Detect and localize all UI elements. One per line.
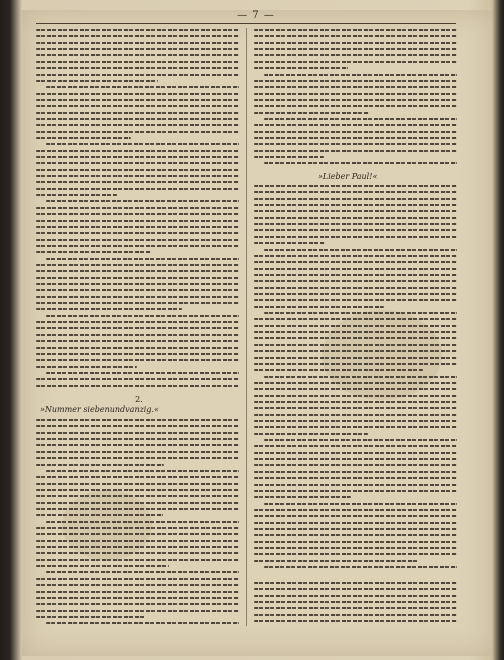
text-line <box>36 552 239 554</box>
text-line <box>254 185 457 187</box>
text-line <box>36 67 239 69</box>
text-line <box>264 74 457 76</box>
text-line <box>254 198 457 200</box>
text-line <box>254 131 457 133</box>
text-line <box>36 451 239 453</box>
text-line <box>254 414 457 416</box>
text-line <box>36 546 239 548</box>
right-column <box>254 27 457 627</box>
text-line <box>254 156 324 158</box>
text-line <box>254 344 457 346</box>
text-line <box>36 540 239 542</box>
text-line <box>254 614 457 616</box>
text-line <box>264 376 457 378</box>
text-line <box>254 268 457 270</box>
text-line <box>36 131 239 133</box>
text-line <box>36 584 239 586</box>
text-line <box>36 610 239 612</box>
text-line <box>36 476 239 478</box>
text-line <box>254 99 457 101</box>
text-line <box>254 477 457 479</box>
text-line <box>254 61 457 63</box>
text-line <box>36 289 239 291</box>
text-line <box>254 287 457 289</box>
text-line <box>36 495 239 497</box>
text-line <box>254 401 457 403</box>
text-line <box>36 213 239 215</box>
text-line <box>254 86 457 88</box>
text-line <box>254 204 457 206</box>
text-line <box>36 603 239 605</box>
text-line <box>36 181 239 183</box>
text-line <box>36 124 239 126</box>
text-line <box>254 29 457 31</box>
text-line <box>254 274 457 276</box>
text-line <box>36 220 239 222</box>
text-line <box>36 502 239 504</box>
text-line <box>36 334 239 336</box>
text-line <box>36 156 239 158</box>
text-line <box>36 327 239 329</box>
text-line <box>254 433 368 435</box>
text-line <box>36 527 239 529</box>
text-line <box>254 484 457 486</box>
text-line <box>254 93 457 95</box>
text-line <box>254 80 457 82</box>
text-line <box>36 169 239 171</box>
text-line <box>36 385 239 387</box>
text-line <box>254 395 457 397</box>
text-line <box>254 445 457 447</box>
header-rule <box>36 23 456 24</box>
text-line <box>264 503 457 505</box>
text-line <box>36 308 182 310</box>
text-line <box>36 378 239 380</box>
text-line <box>36 559 239 561</box>
text-line <box>254 191 457 193</box>
text-line <box>254 357 457 359</box>
text-line <box>36 277 239 279</box>
text-line <box>254 620 457 622</box>
text-line <box>254 112 369 114</box>
text-line <box>254 242 325 244</box>
text-line <box>254 420 457 422</box>
text-line <box>36 457 239 459</box>
text-line <box>254 464 457 466</box>
text-line <box>36 514 163 516</box>
text-line <box>36 432 239 434</box>
text-line <box>254 143 457 145</box>
text-line <box>46 372 239 374</box>
text-line <box>254 48 457 50</box>
text-line <box>36 464 164 466</box>
text-line <box>36 296 239 298</box>
text-line <box>36 578 239 580</box>
text-line <box>36 483 239 485</box>
text-line <box>254 588 457 590</box>
text-line <box>254 509 457 511</box>
text-line <box>36 239 239 241</box>
text-line <box>36 29 239 31</box>
text-line <box>36 137 131 139</box>
text-line <box>254 560 418 562</box>
text-line <box>36 353 239 355</box>
text-line <box>36 264 239 266</box>
text-line <box>254 35 457 37</box>
text-line <box>36 366 137 368</box>
text-line <box>254 124 457 126</box>
text-line <box>264 249 457 251</box>
text-line <box>254 522 457 524</box>
text-line <box>36 35 239 37</box>
text-line <box>36 419 239 421</box>
text-line <box>254 210 457 212</box>
text-line <box>46 143 239 145</box>
text-line <box>254 299 457 301</box>
text-line <box>36 597 239 599</box>
text-line <box>254 595 457 597</box>
text-line <box>254 534 457 536</box>
text-line <box>254 363 457 365</box>
text-line <box>46 571 239 573</box>
text-line <box>254 350 457 352</box>
text-line <box>36 194 117 196</box>
text-line <box>264 312 457 314</box>
text-line <box>36 321 239 323</box>
text-line <box>46 258 239 260</box>
text-line <box>36 444 239 446</box>
text-line <box>254 388 457 390</box>
text-line <box>254 105 457 107</box>
text-line <box>264 118 457 120</box>
text-line <box>254 471 457 473</box>
text-line <box>36 251 151 253</box>
left-column <box>36 27 239 627</box>
text-line <box>36 359 239 361</box>
text-line <box>46 86 239 88</box>
text-line <box>36 150 239 152</box>
text-line <box>36 270 239 272</box>
text-line <box>36 80 158 82</box>
text-line <box>36 48 239 50</box>
text-line <box>36 42 239 44</box>
text-line <box>254 337 457 339</box>
text-line <box>36 93 239 95</box>
text-line <box>36 207 239 209</box>
text-line <box>36 112 239 114</box>
text-line <box>254 223 457 225</box>
text-line <box>254 325 457 327</box>
text-line <box>36 425 239 427</box>
text-line <box>36 591 239 593</box>
text-line <box>36 175 239 177</box>
text-line <box>36 508 239 510</box>
text-line <box>254 528 457 530</box>
text-line <box>254 369 423 371</box>
section-number: 2. <box>135 395 143 404</box>
text-line <box>254 255 457 257</box>
column-divider <box>246 28 247 626</box>
text-line <box>36 99 239 101</box>
text-line <box>254 382 457 384</box>
text-line <box>36 74 239 76</box>
text-line <box>36 340 239 342</box>
text-line <box>36 232 239 234</box>
text-line <box>264 566 457 568</box>
text-line <box>36 616 146 618</box>
text-line <box>254 541 457 543</box>
text-line <box>36 565 169 567</box>
text-line <box>36 226 239 228</box>
text-line <box>46 622 239 624</box>
text-line <box>254 54 457 56</box>
text-line <box>254 42 457 44</box>
text-line <box>254 458 457 460</box>
text-line <box>264 162 457 164</box>
text-line <box>254 496 351 498</box>
text-line <box>36 302 239 304</box>
text-line <box>254 293 457 295</box>
letter-salutation: »Lieber Paul!« <box>318 172 378 181</box>
text-line <box>36 347 239 349</box>
text-line <box>36 489 239 491</box>
text-line <box>264 439 457 441</box>
text-line <box>254 601 457 603</box>
text-line <box>36 118 239 120</box>
text-line <box>46 521 239 523</box>
text-line <box>254 306 384 308</box>
text-line <box>46 315 239 317</box>
text-line <box>254 137 457 139</box>
text-line <box>254 490 457 492</box>
text-line <box>254 547 457 549</box>
text-line <box>254 407 457 409</box>
text-line <box>36 283 239 285</box>
text-line <box>36 162 239 164</box>
text-line <box>254 217 457 219</box>
text-line <box>254 607 457 609</box>
text-line <box>254 515 457 517</box>
text-line <box>254 229 457 231</box>
text-line <box>36 61 239 63</box>
text-line <box>254 67 348 69</box>
text-line <box>36 438 239 440</box>
text-line <box>36 533 239 535</box>
text-line <box>254 331 457 333</box>
text-line <box>36 54 239 56</box>
text-line <box>36 105 239 107</box>
text-line <box>36 188 239 190</box>
page-number: — 7 — <box>237 10 275 21</box>
text-line <box>36 245 239 247</box>
text-line <box>254 426 457 428</box>
text-line <box>46 200 239 202</box>
text-line <box>254 553 457 555</box>
text-line <box>254 318 457 320</box>
text-line <box>254 582 457 584</box>
text-line <box>254 452 457 454</box>
text-line <box>254 280 457 282</box>
text-line <box>254 236 457 238</box>
text-line <box>254 150 457 152</box>
text-line <box>254 261 457 263</box>
text-line <box>46 470 239 472</box>
article-heading: »Nummer siebenundvanzig.« <box>40 405 159 414</box>
